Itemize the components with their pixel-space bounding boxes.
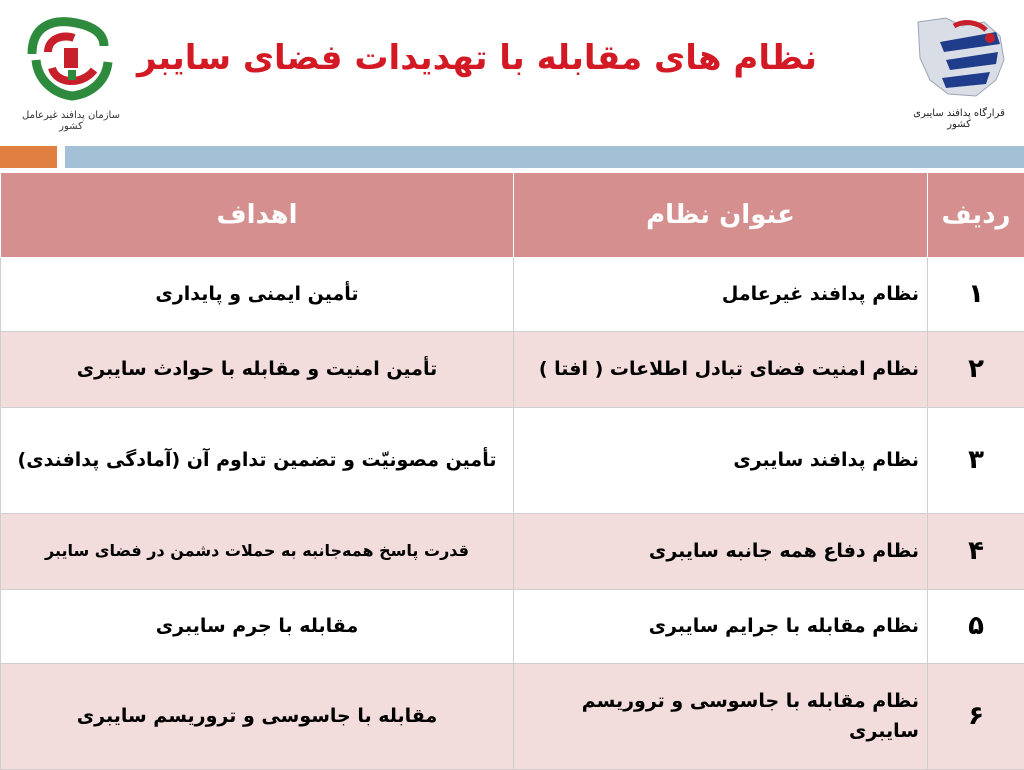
row-number: ۶ (928, 664, 1024, 770)
header-row-number: ردیف (928, 173, 1024, 258)
table-row (1, 408, 1024, 514)
system-name: نظام پدافند غیرعامل (514, 258, 928, 332)
page-title: نظام های مقابله با تهدیدات فضای سایبر (130, 38, 824, 98)
row-number: ۴ (928, 514, 1024, 590)
system-goal: تأمین امنیت و مقابله با حوادث سایبری (1, 332, 514, 408)
row-number: ۱ (928, 258, 1024, 332)
table-header-row (1, 173, 1024, 258)
system-name: نظام پدافند سایبری (514, 408, 928, 514)
table-row (1, 332, 1024, 408)
cyber-defense-caption: قرارگاه پدافند سایبری کشور (900, 108, 1018, 130)
system-goal: مقابله با جاسوسی و تروریسم سایبری (1, 664, 514, 770)
passive-defense-emblem-icon (12, 12, 130, 110)
cyber-defense-map-icon (900, 8, 1018, 106)
system-name: نظام مقابله با جاسوسی و تروریسم سایبری (514, 664, 928, 770)
system-goal: تأمین مصونیّت و تضمین تداوم آن (آمادگی پدافندی) (1, 408, 514, 514)
header-goals: اهداف (1, 173, 514, 258)
accent-bar-blue (65, 146, 1024, 168)
table-row (1, 590, 1024, 664)
system-goal: قدرت پاسخ همه‌جانبه به حملات دشمن در فضای سایبر (1, 514, 514, 590)
table-row (1, 664, 1024, 770)
row-number: ۳ (928, 408, 1024, 514)
header-system-name: عنوان نظام (514, 173, 928, 258)
cyber-systems-table (0, 172, 1024, 770)
row-number: ۲ (928, 332, 1024, 408)
system-goal: تأمین ایمنی و پایداری (1, 258, 514, 332)
passive-defense-caption: سازمان پدافند غیرعامل کشور (12, 110, 130, 132)
system-name: نظام دفاع همه جانبه سایبری (514, 514, 928, 590)
row-number: ۵ (928, 590, 1024, 664)
cyber-defense-logo (900, 8, 1018, 132)
passive-defense-logo (12, 12, 130, 132)
table-row (1, 258, 1024, 332)
system-goal: مقابله با جرم سایبری (1, 590, 514, 664)
system-name: نظام امنیت فضای تبادل اطلاعات ( افتا ) (514, 332, 928, 408)
accent-bar-orange (0, 146, 57, 168)
table-row (1, 514, 1024, 590)
system-name: نظام مقابله با جرایم سایبری (514, 590, 928, 664)
